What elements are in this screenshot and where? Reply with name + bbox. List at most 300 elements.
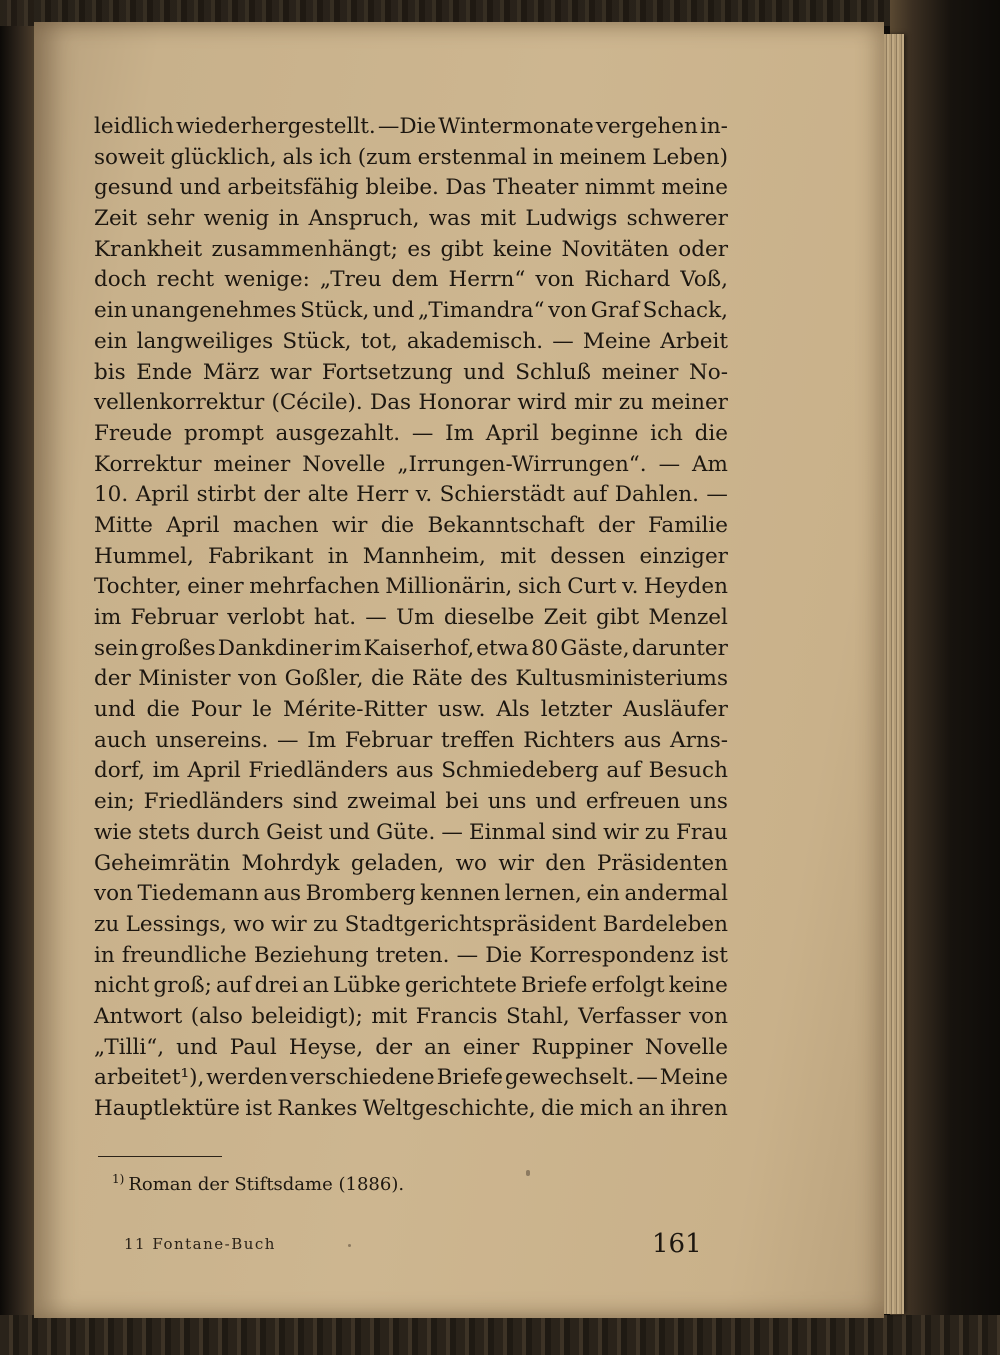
word: und: [328, 819, 371, 845]
word: ihren: [670, 1096, 728, 1121]
word: meine: [661, 175, 728, 201]
word: Tiedemann: [137, 881, 259, 907]
word: Stück,: [282, 328, 352, 354]
word: Besuch: [648, 758, 728, 784]
word: Herrn“: [448, 267, 526, 293]
word: es: [407, 236, 432, 262]
word: zu: [94, 911, 120, 937]
word: Fortsetzung: [321, 359, 453, 385]
word: und: [372, 298, 415, 324]
word: keine: [492, 236, 553, 262]
word: beginne: [550, 420, 639, 446]
word: uns: [689, 789, 728, 815]
word: —: [277, 727, 299, 753]
word: April: [187, 758, 241, 784]
word: Ende: [136, 359, 193, 385]
word: Im: [307, 727, 337, 753]
word: arbeitet¹),: [94, 1065, 205, 1091]
word: Friedländers: [248, 758, 389, 784]
word: Goßler,: [284, 666, 364, 692]
footnote-marker: 1): [112, 1172, 125, 1186]
word: Familie: [647, 512, 728, 538]
word: Novelle: [644, 1034, 728, 1060]
word: doch: [94, 267, 147, 293]
text-line: [94, 603, 728, 634]
word: auch: [94, 727, 147, 753]
word: —: [706, 482, 728, 508]
word: Bardeleben: [602, 911, 728, 937]
word: Zeit: [543, 605, 587, 630]
book-gutter: [0, 0, 34, 1355]
word: Die: [485, 942, 523, 968]
text-line: [94, 572, 728, 603]
word: Lessings,: [125, 911, 227, 937]
word: Im: [445, 420, 474, 446]
word: Minister: [138, 666, 231, 692]
word: Theater: [492, 175, 579, 201]
word: keine: [668, 973, 728, 999]
word: Mitte: [94, 512, 153, 538]
text-line: [94, 265, 728, 296]
word: Stahl,: [505, 1003, 570, 1029]
word: lernen,: [504, 881, 582, 907]
word: Zeit: [94, 206, 138, 232]
word: treffen: [441, 727, 515, 753]
word: meinem: [559, 144, 647, 170]
word: darunter: [631, 635, 728, 661]
word: in: [327, 543, 349, 569]
word: erfreuen: [585, 789, 681, 815]
word: schwerer: [626, 206, 728, 232]
word: und: [94, 697, 136, 723]
word: Korrektur: [94, 451, 202, 477]
word: Stadtgerichtspräsident: [344, 911, 597, 937]
word: zweimal: [347, 789, 437, 815]
word: le: [252, 697, 273, 723]
word: freundliche: [121, 942, 247, 968]
footnote: [112, 1172, 404, 1195]
word: wir: [498, 850, 534, 876]
word: mit: [500, 543, 536, 569]
paper-fleck: [526, 1170, 530, 1176]
text-line: [94, 849, 728, 880]
word: die: [541, 1096, 575, 1121]
word: bleibe.: [365, 175, 439, 201]
word: mit: [480, 206, 517, 232]
word: Schluß: [515, 359, 591, 385]
text-line: [94, 112, 728, 143]
word: meiner: [651, 390, 728, 416]
word: wir: [331, 512, 368, 538]
word: Güte.: [376, 819, 436, 845]
word: Lübke: [333, 973, 401, 999]
word: Kultusministeriums: [515, 666, 728, 692]
word: Curt: [567, 574, 617, 600]
word: „Irrungen-Wirrungen“.: [397, 451, 647, 477]
word: und: [535, 789, 577, 815]
word: (Cécile).: [271, 390, 363, 416]
word: ein: [94, 298, 128, 324]
word: Ruppiner: [531, 1034, 633, 1060]
text-line: [94, 143, 728, 174]
word: glücklich,: [170, 144, 277, 170]
book-page: [34, 22, 884, 1318]
word: verschiedene: [289, 1065, 435, 1091]
word: Das: [370, 390, 412, 416]
word: Leben): [652, 144, 728, 170]
text-line: [94, 235, 728, 266]
text-line: [94, 664, 728, 695]
word: Um: [396, 605, 435, 630]
word: Honorar: [418, 390, 511, 416]
word: —: [456, 942, 479, 968]
text-line: [94, 419, 728, 450]
word: —: [552, 328, 574, 354]
word: Am: [692, 451, 728, 477]
word: Krankheit: [94, 236, 203, 262]
word: langweiliges: [136, 328, 274, 354]
word: wenig: [203, 206, 270, 232]
word: soweit: [94, 144, 165, 170]
word: —Die: [377, 114, 437, 139]
word: mit: [371, 1003, 408, 1029]
word: an: [638, 1096, 665, 1121]
word: oder: [678, 236, 728, 262]
word: wir: [271, 911, 307, 937]
word: den: [545, 850, 586, 876]
word: 10.: [94, 482, 129, 508]
word: gewechselt.: [504, 1065, 635, 1091]
word: —: [441, 819, 463, 845]
text-line: [94, 511, 728, 542]
word: stets: [138, 819, 191, 845]
text-line: [94, 634, 728, 665]
text-line: [94, 1002, 728, 1033]
word: Arns-: [670, 727, 728, 753]
word: Weltgeschichte,: [362, 1096, 536, 1121]
word: mehrfachen: [249, 574, 380, 600]
word: Antwort: [94, 1003, 183, 1029]
word: gibt: [440, 236, 484, 262]
word: „Treu: [319, 267, 382, 293]
text-line: [94, 388, 728, 419]
word: Räte: [411, 666, 463, 692]
page-stack-edge: [884, 34, 904, 1314]
word: Arbeit: [660, 328, 728, 354]
word: sind: [292, 789, 339, 815]
word: und: [179, 175, 221, 201]
word: 80: [530, 635, 559, 661]
word: Graf: [590, 298, 639, 324]
word: wir: [603, 819, 639, 845]
word: des: [470, 666, 508, 692]
word: Wintermonate: [438, 114, 594, 139]
word: Verfasser: [578, 1003, 681, 1029]
word: im: [94, 605, 122, 630]
word: Paul: [229, 1034, 277, 1060]
word: wie: [94, 819, 133, 845]
word: die: [146, 697, 180, 723]
word: die: [694, 420, 728, 446]
word: sehr: [146, 206, 195, 232]
word: von: [689, 1003, 728, 1029]
word: usw.: [437, 697, 486, 723]
word: unsereins.: [155, 727, 269, 753]
word: von: [238, 666, 278, 692]
word: meiner: [213, 451, 291, 477]
word: Hummel,: [94, 543, 194, 569]
word: bei: [445, 789, 479, 815]
word: Korrespondenz: [529, 942, 695, 968]
word: ich: [319, 144, 352, 170]
word: Beziehung: [253, 942, 369, 968]
word: recht: [156, 267, 215, 293]
text-line: [94, 1063, 728, 1094]
word: ein: [586, 881, 620, 907]
word: Anspruch,: [308, 206, 420, 232]
word: an: [424, 1034, 451, 1060]
word: die: [370, 666, 405, 692]
word: war: [269, 359, 312, 385]
word: Das: [445, 175, 487, 201]
page-number: 161: [652, 1229, 702, 1259]
word: Schierstädt: [439, 482, 566, 508]
text-line: [94, 1094, 728, 1125]
word: zusammenhängt;: [211, 236, 399, 262]
word: Menzel: [648, 605, 728, 630]
word: Kaiserhof,: [363, 635, 475, 661]
word: dorf,: [94, 758, 146, 784]
word: aus: [263, 881, 302, 907]
word: im: [152, 758, 180, 784]
word: der: [94, 666, 131, 692]
word: dessen: [550, 543, 626, 569]
word: sein: [94, 635, 139, 661]
word: Briefe: [436, 1065, 503, 1091]
word: Voß,: [680, 267, 728, 293]
word: alte: [307, 482, 349, 508]
word: ein;: [94, 789, 135, 815]
word: von: [548, 298, 588, 324]
word: Geheimrätin: [94, 850, 231, 876]
word: und: [176, 1034, 218, 1060]
word: Novitäten: [561, 236, 669, 262]
word: im: [334, 635, 362, 661]
word: (zum: [357, 144, 412, 170]
text-line: [94, 941, 728, 972]
word: zu: [313, 911, 339, 937]
word: gesund: [94, 175, 173, 201]
text-line: [94, 327, 728, 358]
word: Gäste,: [560, 635, 630, 661]
word: großes: [140, 635, 216, 661]
word: —: [365, 605, 387, 630]
word: Frau: [676, 819, 728, 845]
word: Francis: [415, 1003, 498, 1029]
word: Dahlen.: [614, 482, 699, 508]
word: nimmt: [584, 175, 655, 201]
word: Briefe: [521, 973, 588, 999]
word: bis: [94, 359, 126, 385]
word: akademisch.: [406, 328, 544, 354]
word: März: [202, 359, 260, 385]
word: gibt: [596, 605, 640, 630]
word: wird: [517, 390, 567, 416]
word: Pour: [190, 697, 242, 723]
word: Februar: [130, 605, 218, 630]
word: verlobt: [227, 605, 305, 630]
text-line: [94, 450, 728, 481]
word: Bekanntschaft: [427, 512, 585, 538]
word: ist: [701, 942, 728, 968]
word: ausgezahlt.: [275, 420, 401, 446]
footnote-text: Roman der Stiftsdame (1886).: [128, 1174, 405, 1195]
word: Ausläufer: [622, 697, 728, 723]
word: in-: [699, 114, 728, 139]
text-line: [94, 480, 728, 511]
word: an: [302, 973, 329, 999]
word: die: [380, 512, 415, 538]
word: vergehen: [595, 114, 698, 139]
word: —: [636, 1065, 658, 1091]
word: auf: [215, 973, 251, 999]
word: durch: [196, 819, 260, 845]
word: leidlich: [94, 114, 174, 139]
body-text: [94, 112, 728, 1125]
text-line: [94, 542, 728, 573]
word: aus: [623, 727, 662, 753]
text-line: [94, 358, 728, 389]
word: No-: [688, 359, 728, 385]
word: Bromberg: [305, 881, 416, 907]
text-line: [94, 695, 728, 726]
text-line: [94, 173, 728, 204]
word: wo: [233, 911, 265, 937]
word: zu: [644, 819, 670, 845]
text-line: [94, 910, 728, 941]
word: mich: [579, 1096, 633, 1121]
word: einziger: [639, 543, 728, 569]
footnote-rule: [98, 1156, 222, 1157]
word: Friedländers: [143, 789, 284, 815]
word: treten.: [375, 942, 450, 968]
word: einer: [462, 1034, 520, 1060]
word: Als: [496, 697, 530, 723]
text-line: [94, 204, 728, 235]
word: zu: [618, 390, 644, 416]
word: ist: [245, 1096, 272, 1121]
word: (also: [190, 1003, 243, 1029]
word: dieselbe: [443, 605, 535, 630]
word: April: [485, 420, 540, 446]
word: gerichtete: [404, 973, 517, 999]
word: Stück,: [300, 298, 370, 324]
word: ein: [94, 328, 128, 354]
word: Mérite-Ritter: [283, 697, 427, 723]
text-line: [94, 296, 728, 327]
word: Dankdiner: [217, 635, 333, 661]
word: auf: [572, 482, 608, 508]
word: wo: [455, 850, 487, 876]
word: Präsidenten: [596, 850, 728, 876]
word: —: [411, 420, 434, 446]
word: in: [532, 144, 554, 170]
word: kennen: [420, 881, 501, 907]
word: als: [282, 144, 314, 170]
word: stirbt: [196, 482, 256, 508]
word: ich: [650, 420, 683, 446]
word: Mohrdyk: [241, 850, 340, 876]
word: uns: [487, 789, 527, 815]
signature-mark: 11 Fontane-Buch: [124, 1235, 276, 1253]
word: der: [597, 512, 635, 538]
word: —: [658, 451, 681, 477]
word: arbeitsfähig: [227, 175, 359, 201]
word: sind: [551, 819, 598, 845]
word: April: [135, 482, 190, 508]
word: einer: [187, 574, 244, 600]
word: nicht: [94, 973, 150, 999]
word: Einmal: [468, 819, 546, 845]
word: beleidigt);: [251, 1003, 363, 1029]
word: dem: [391, 267, 439, 293]
word: Richard: [584, 267, 671, 293]
word: Herr: [356, 482, 409, 508]
word: in: [94, 942, 115, 968]
word: werden: [206, 1065, 288, 1091]
word: groß;: [153, 973, 212, 999]
word: Richters: [523, 727, 615, 753]
text-line: [94, 1033, 728, 1064]
word: aus: [395, 758, 434, 784]
word: Hauptlektüre: [94, 1096, 240, 1121]
word: auf: [606, 758, 642, 784]
word: prompt: [184, 420, 264, 446]
cover-right-edge: [890, 0, 1000, 1355]
word: vellenkorrektur: [94, 390, 265, 416]
word: Freude: [94, 420, 173, 446]
word: sich: [517, 574, 562, 600]
word: Februar: [344, 727, 433, 753]
word: der: [263, 482, 301, 508]
word: was: [428, 206, 471, 232]
word: Fabrikant: [208, 543, 314, 569]
word: Meine: [582, 328, 652, 354]
word: Geist: [266, 819, 323, 845]
word: erstenmal: [417, 144, 527, 170]
text-line: [94, 756, 728, 787]
word: Schmiedeberg: [441, 758, 599, 784]
word: andermal: [624, 881, 728, 907]
word: „Timandra“: [418, 298, 545, 324]
word: Meine: [659, 1065, 728, 1091]
word: „Tilli“,: [94, 1034, 165, 1060]
paper-fleck: [348, 1244, 351, 1247]
cover-bottom-edge: [0, 1315, 1000, 1355]
word: machen: [232, 512, 319, 538]
word: April: [166, 512, 220, 538]
word: meiner: [601, 359, 679, 385]
text-line: [94, 787, 728, 818]
word: tot,: [360, 328, 398, 354]
word: mir: [573, 390, 612, 416]
word: v.: [415, 482, 433, 508]
text-line: [94, 726, 728, 757]
word: Novelle: [302, 451, 386, 477]
word: Heyden: [644, 574, 728, 600]
word: Ludwigs: [525, 206, 618, 232]
word: Mannheim,: [362, 543, 486, 569]
